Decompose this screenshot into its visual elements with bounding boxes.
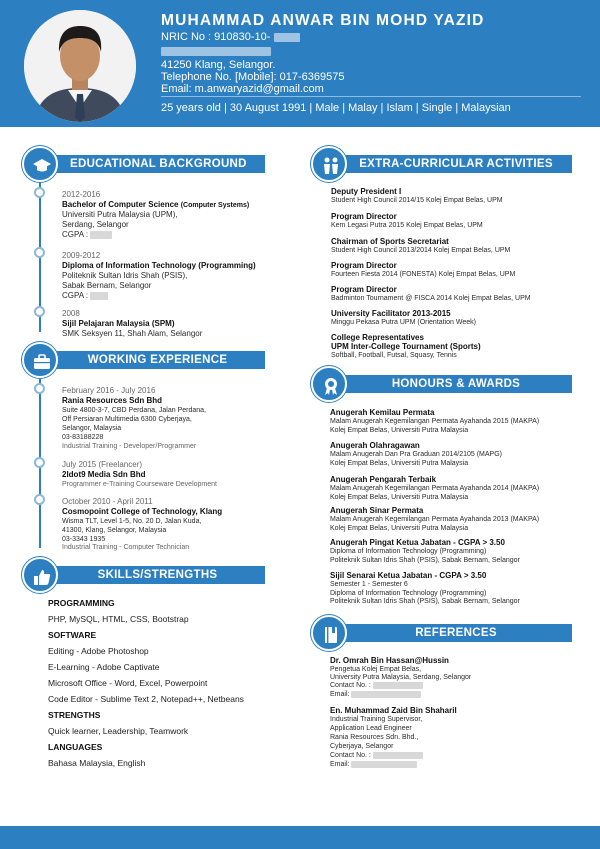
redacted-block xyxy=(274,33,300,42)
telephone-line: Telephone No. [Mobile]: 017-6369575 xyxy=(161,71,345,83)
education-period: 2009-2012 xyxy=(62,251,101,260)
education-place: Sabak Bernam, Selangor xyxy=(62,281,152,290)
redacted-block xyxy=(373,752,423,759)
award-detail: Malam Anugerah Kegemilangan Permata Ayahanda 2013 (MAKPA) xyxy=(330,516,540,523)
reference-contact xyxy=(330,681,423,690)
redacted-block xyxy=(90,231,112,239)
briefcase-icon xyxy=(32,352,52,372)
award-detail: Diploma of Information Technology (Programming) xyxy=(330,548,487,555)
timeline-dot xyxy=(34,457,45,468)
activity-detail: Minggu Pekasa Putra UPM (Orientation Week) xyxy=(331,319,476,326)
timeline-dot xyxy=(34,187,45,198)
degree-text: Bachelor of Computer Science xyxy=(62,200,179,209)
email-label: Email: xyxy=(330,761,350,768)
reference-detail: Application Lead Engineer xyxy=(330,725,412,732)
redacted-block xyxy=(90,292,108,300)
skills-software-heading: SOFTWARE xyxy=(48,630,97,640)
job-period: July 2015 (Freelancer) xyxy=(62,460,143,469)
job-role: Industrial Training - Computer Technician xyxy=(62,544,190,551)
activity-detail: Student High Council 2013/2014 Kolej Empat Belas, UPM xyxy=(331,247,511,254)
contact-label: Contact No. : xyxy=(330,682,371,689)
redacted-block xyxy=(161,47,271,56)
references-title: REFERENCES xyxy=(415,627,497,639)
job-phone: 03-3343 1935 xyxy=(62,536,106,543)
redacted-block xyxy=(351,691,421,698)
skills-software-item: Microsoft Office - Word, Excel, Powerpoint xyxy=(48,678,208,688)
activity-role: University Facilitator 2013-2015 xyxy=(331,309,451,318)
education-icon-circle xyxy=(22,146,58,182)
education-period: 2012-2016 xyxy=(62,190,101,199)
skills-languages-heading: LANGUAGES xyxy=(48,742,103,752)
award-title: Anugerah Sinar Permata xyxy=(330,506,424,515)
job-period: February 2016 - July 2016 xyxy=(62,386,156,395)
activity-role: Program Director xyxy=(331,212,397,221)
reference-contact xyxy=(330,751,423,760)
job-address: Selangor, Malaysia xyxy=(62,425,122,432)
skills-strengths: Quick learner, Leadership, Teamwork xyxy=(48,726,189,736)
education-school: SMK Seksyen 11, Shah Alam, Selangor xyxy=(62,329,203,338)
activity-role: Program Director xyxy=(331,261,397,270)
extra-icon-circle xyxy=(311,146,347,182)
education-school: Universiti Putra Malaysia (UPM), xyxy=(62,210,178,219)
job-period: October 2010 - April 2011 xyxy=(62,497,153,506)
email-line[interactable]: Email: m.anwaryazid@gmail.com xyxy=(161,83,324,95)
education-school: Politeknik Sultan Idris Shah (PSIS), xyxy=(62,271,188,280)
timeline-dot xyxy=(34,383,45,394)
graduation-cap-icon xyxy=(32,156,52,176)
extra-title: EXTRA-CURRICULAR ACTIVITIES xyxy=(359,158,553,170)
award-detail: Kolej Empat Belas, Universiti Putra Malaysia xyxy=(330,460,469,467)
email-label: Email: xyxy=(330,691,350,698)
award-detail: Politeknik Sultan Idris Shah (PSIS), Sabak Bernam, Selangor xyxy=(330,598,520,605)
contact-label: Contact No. : xyxy=(330,752,371,759)
reference-name: En. Muhammad Zaid Bin Shaharil xyxy=(330,706,457,715)
education-degree: Sijil Pelajaran Malaysia (SPM) xyxy=(62,319,175,328)
education-degree: Diploma of Information Technology (Programming) xyxy=(62,261,256,270)
degree-note: (Computer Systems) xyxy=(180,202,250,209)
reference-detail: Rania Resources Sdn. Bhd., xyxy=(330,734,419,741)
honours-title: HONOURS & AWARDS xyxy=(391,378,521,390)
redacted-block xyxy=(351,761,417,768)
award-title: Anugerah Pingat Ketua Jabatan - CGPA > 3.50 xyxy=(330,538,505,547)
award-detail: Malam Anugerah Kegemilangan Permata Ayahanda 2014 (MAKPA) xyxy=(330,485,540,492)
nric-text: NRIC No : 910830-10- xyxy=(161,31,271,43)
reference-email xyxy=(330,760,417,769)
references-icon-circle xyxy=(311,615,347,651)
reference-detail: Cyberjaya, Selangor xyxy=(330,743,394,750)
skills-software-item: Editing - Adobe Photoshop xyxy=(48,646,149,656)
award-title: Anugerah Kemilau Permata xyxy=(330,408,435,417)
job-phone: 03-83188228 xyxy=(62,434,104,441)
award-detail: Kolej Empat Belas, Universiti Putra Malaysia xyxy=(330,427,469,434)
team-icon xyxy=(321,156,341,176)
award-detail: Malam Anugerah Dan Pra Graduan 2014/2105 (MAPG) xyxy=(330,451,502,458)
award-detail: Kolej Empat Belas, Universiti Putra Malaysia xyxy=(330,525,469,532)
activity-detail: Softball, Football, Futsal, Squasy, Tennis xyxy=(331,352,457,359)
activity-role: College Representatives xyxy=(331,333,424,342)
award-detail: Kolej Empat Belas, Universiti Putra Malaysia xyxy=(330,494,469,501)
activity-role: Program Director xyxy=(331,285,397,294)
activity-detail: Kem Legasi Putra 2015 Kolej Empat Belas, UPM xyxy=(331,222,483,229)
education-place: Serdang, Selangor xyxy=(62,220,129,229)
skills-software-item: Code Editor - Sublime Text 2, Notepad++, Netbeans xyxy=(48,694,244,704)
personal-summary: 25 years old | 30 August 1991 | Male | Malay | Islam | Single | Malaysian xyxy=(161,102,511,114)
job-company: 2Idot9 Media Sdn Bhd xyxy=(62,470,146,479)
skills-languages: Bahasa Malaysia, English xyxy=(48,758,146,768)
reference-email xyxy=(330,690,421,699)
job-role: Programmer e-Training Courseware Development xyxy=(62,481,217,488)
timeline-dot xyxy=(34,494,45,505)
thumbs-up-icon xyxy=(32,567,52,587)
skills-software-item: E-Learning - Adobe Captivate xyxy=(48,662,160,672)
job-role: Industrial Training - Developer/Programmer xyxy=(62,443,197,450)
timeline-dot xyxy=(34,247,45,258)
award-title: Anugerah Pengarah Terbaik xyxy=(330,475,437,484)
cgpa-label: CGPA : xyxy=(62,230,89,239)
activity-role: Chairman of Sports Secretariat xyxy=(331,237,449,246)
reference-detail: University Putra Malaysia, Serdang, Selangor xyxy=(330,674,472,681)
activity-role: Deputy President I xyxy=(331,187,402,196)
activity-detail: Fourteen Fiesta 2014 (FONESTA) Kolej Empat Belas, UPM xyxy=(331,271,516,278)
redacted-line xyxy=(161,45,271,57)
award-detail: Semester 1 - Semester 6 xyxy=(330,581,408,588)
award-detail: Diploma of Information Technology (Programming) xyxy=(330,590,487,597)
job-address: 41300, Klang, Selangor, Malaysia xyxy=(62,527,167,534)
cgpa-label: CGPA : xyxy=(62,291,89,300)
award-detail: Politeknik Sultan Idris Shah (PSIS), Sabak Bernam, Selangor xyxy=(330,557,520,564)
activity-detail: Student High Council 2014/15 Kolej Empat Belas, UPM xyxy=(331,197,503,204)
skills-programming: PHP, MySQL, HTML, CSS, Bootstrap xyxy=(48,614,189,624)
book-icon xyxy=(321,625,341,645)
reference-detail: Pengetua Kolej Empat Belas, xyxy=(330,666,422,673)
education-cgpa xyxy=(62,230,112,240)
timeline-dot xyxy=(34,306,45,317)
award-title: Sijil Senarai Ketua Jabatan - CGPA > 3.50 xyxy=(330,571,487,580)
skills-strengths-heading: STRENGTHS xyxy=(48,710,101,720)
skills-programming-heading: PROGRAMMING xyxy=(48,598,115,608)
education-cgpa xyxy=(62,291,108,301)
award-ribbon-icon xyxy=(321,376,341,396)
award-detail: Malam Anugerah Kegemilangan Permata Ayahanda 2015 (MAKPA) xyxy=(330,418,540,425)
header-divider xyxy=(161,96,581,97)
candidate-name: MUHAMMAD ANWAR BIN MOHD YAZID xyxy=(161,12,485,29)
experience-title: WORKING EXPERIENCE xyxy=(87,354,228,366)
job-address: Off Persiaran Multimedia 6300 Cyberjaya, xyxy=(62,416,192,423)
education-title: EDUCATIONAL BACKGROUND xyxy=(70,158,247,170)
skills-title: SKILLS/STRENGTHS xyxy=(97,569,218,581)
skills-icon-circle xyxy=(22,557,58,593)
nric-line xyxy=(161,31,300,43)
job-company: Cosmopoint College of Technology, Klang xyxy=(62,507,223,516)
redacted-block xyxy=(373,682,423,689)
activity-detail: Badminton Tournament @ FISCA 2014 Kolej Empat Belas, UPM xyxy=(331,295,531,302)
job-address: Suite 4800-3-7, CBD Perdana, Jalan Perdana, xyxy=(62,407,206,414)
job-address: Wisma TLT, Level 1-5, No. 20 D, Jalan Kuda, xyxy=(62,518,202,525)
profile-photo xyxy=(24,10,136,122)
reference-name: Dr. Omrah Bin Hassan@Hussin xyxy=(330,656,449,665)
education-period: 2008 xyxy=(62,309,80,318)
activity-role: UPM Inter-College Tournament (Sports) xyxy=(331,342,481,351)
experience-icon-circle xyxy=(22,342,58,378)
honours-icon-circle xyxy=(311,366,347,402)
reference-detail: Industrial Training Supervisor, xyxy=(330,716,423,723)
award-title: Anugerah Olahragawan xyxy=(330,441,420,450)
footer-bar xyxy=(0,826,600,849)
job-company: Rania Resources Sdn Bhd xyxy=(62,396,163,405)
address-line: 41250 Klang, Selangor. xyxy=(161,59,276,71)
